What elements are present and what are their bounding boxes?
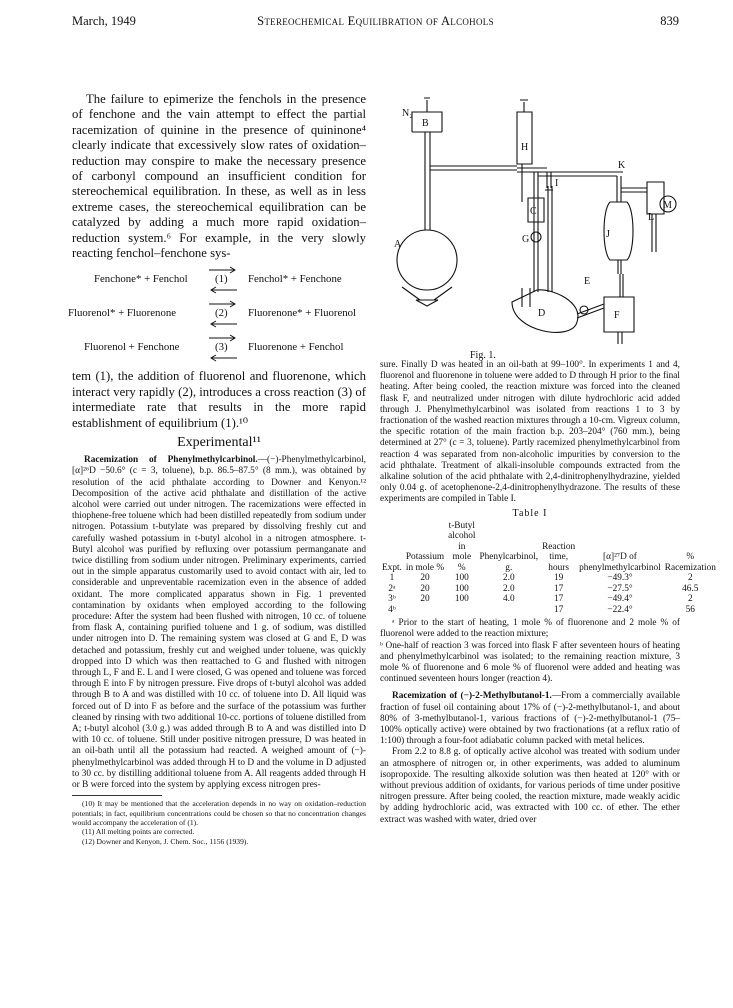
equilibrium-arrows-icon <box>205 297 241 329</box>
label-l: L <box>648 212 655 223</box>
table-cell: 1 <box>389 573 395 584</box>
right-column <box>380 360 716 826</box>
table-cell: 20 <box>420 594 430 605</box>
figure-caption: Fig. 1. <box>470 350 496 361</box>
table-note-b: ᵇ One-half of reaction 3 was forced into flask F after seventeen hours of heating and phenylmethylcarbinol was isolated; to the remaining reaction mixture, 3 mole % of fluorenone and 6 mole % of fluorenol were added and heating was continued seventeen hours longer (reaction 4). <box>380 640 680 685</box>
table-cell: 56 <box>685 604 695 615</box>
methylbutanol-paragraph <box>380 691 680 747</box>
label-a: A <box>394 239 402 250</box>
label-b: B <box>422 118 429 129</box>
table-caption: Table I <box>512 507 548 519</box>
col-header: Potassium in mole % <box>405 552 445 573</box>
table-cell <box>446 605 477 616</box>
table-cell: 3ᵇ <box>388 594 396 605</box>
table-cell: −27.5° <box>607 583 633 594</box>
subheading-methylbutanol: Racemization of (−)-2-Methylbutanol-1. <box>392 691 552 702</box>
table-cell <box>477 605 540 616</box>
col-header: t-Butyl alcohol in mole % <box>448 520 476 573</box>
results-table <box>380 521 718 616</box>
table-cell: −49.4° <box>607 594 633 605</box>
label-n2: N₂ <box>402 108 413 119</box>
apparatus-drawing <box>372 92 680 352</box>
table-cell: 46.5 <box>682 583 699 594</box>
table-row <box>380 573 718 584</box>
table-cell: 2.0 <box>502 583 515 594</box>
table-cell <box>404 605 446 616</box>
table-cell: 4.0 <box>502 594 515 605</box>
footnote-11: (11) All melting points are corrected. <box>82 827 195 837</box>
equilibrium-arrows-icon <box>205 331 241 363</box>
left-column <box>68 92 366 846</box>
table-cell: 19 <box>553 573 564 584</box>
eq3-right: Fluorenone + Fenchol <box>248 341 344 354</box>
label-e: E <box>584 276 591 287</box>
table-cell: 2.0 <box>502 573 515 584</box>
label-j: J <box>606 229 610 240</box>
footnote-10: (10) It may be mentioned that the acceleration depends in no way on oxidation–reduction potentials; in fact, equilibrium concentrations could be chosen so that no concentration changes would accompany the acceleration of (1). <box>72 799 366 827</box>
page-number: 839 <box>660 14 679 28</box>
col-header: Expt. <box>382 562 402 573</box>
table-row <box>380 594 718 605</box>
col-header: Phenylcarbinol, g. <box>479 552 539 573</box>
table-cell: 2 <box>687 573 693 584</box>
eq2-right: Fluorenone* + Fluorenol <box>248 307 357 320</box>
racemization-text: —(−)-Phenylmethylcarbinol, [α]²⁶D −50.6° (c = 3, toluene), b.p. 86.5–87.5° (8 mm.), was obtained by resolution of the acid phthalate according to Downer and Kenyon.¹² Decomposition of the active acid phthalate and distillation of the active alcohol were carried out under nitrogen. The racemizations were effected in thiophene-free toluene which had been distilled repeatedly from sodium under nitrogen. Potassium t-butylate was prepared by dissolving freshly cut and carefully washed potassium in t-butyl alcohol in a nitrogen atmosphere. t-Butyl alcohol was purified by refluxing over potassium permanganate and twice distilling from sodium under nitrogen. Preliminary experiments, carried out in the simple apparatus customarily used to avoid contact with air, led to considerable and unpreventable racemization even in the absence of added oxidant. The more complicated apparatus shown in Fig. 1 prevented contamination by oxidants when employed according to the following procedure: After the system had been flushed with nitrogen, 10 cc. of toluene from flask A, containing purified toluene and 1 g. of sodium, was distilled under nitrogen into D. The remaining system was closed at G and E, D was detached and potassium, freshly cut and weighed under toluene, was quickly dropped into D which was then reattached to G and flushed with nitrogen through L, F and E. L and I were closed, G was opened and toluene was forced through E into F by nitrogen pressure. Five drops of t-butyl alcohol was added through B to A and was distilled with 10 cc. of toluene into D. All liquid was forced out of D into F as before and the surface of the potassium was further cleaned by rinsing with two additional 10-cc. portions of toluene distilled from A; t-butyl alcohol (3.0 g.) was added through B to A and was distilled into D with 10 cc. of toluene. Still under positive nitrogen pressure, D was heated in an oil-bath until all the potassium had reacted. A weighed amount of (−)-phenylmethylcarbinol was added through H to D and the volume in D adjusted to 30 cc. by distilling additional toluene from A. All reagents added through H or B were forced into the system by applying excess nitrogen pres- <box>72 455 366 790</box>
table-row <box>380 584 718 595</box>
eq3-left: Fluorenol + Fenchone <box>84 341 180 354</box>
label-c: C <box>530 206 537 217</box>
label-h: H <box>521 142 529 153</box>
subheading-phenylmethylcarbinol: Racemization of Phenylmethylcarbinol. <box>84 455 258 466</box>
after-equations-paragraph: tem (1), the addition of fluorenol and fluorenone, which interact very rapidly (2), introduces a cross reaction (3) of intermediate rate that results in the more rapid establishment of equilibrium (1).¹⁰ <box>72 369 366 430</box>
equation-3 <box>72 329 366 363</box>
eq1-right: Fenchol* + Fenchone <box>248 273 342 286</box>
right-paragraph-1: sure. Finally D was heated in an oil-bath at 99–100°. In experiments 1 and 4, fluorenol and fluorenone in toluene were added to D through H prior to the final heating. After being cooled, the reaction mixture was forced into the cleaned flask F, and neutralized under nitrogen with dilute hydrochloric acid added through J. Phenylmethylcarbinol was isolated from reactions 1 to 3 by fractionation of the washed reaction mixtures through a 10-cm. Vigreux column, the specific rotation of the main fraction b.p. 203–204° (760 mm.), being determined at 27° (c = 3, toluene). Partly racemized phenylmethylcarbinol from reaction 4 was separated from non-alcoholic impurities by conversion to the acid phthalate. Treatment of alkali-insoluble compounds extracted from the alkaline solution of the acid phthalate with 2,4-dinitrophenylhydrazine, yielded only 0.04 g. of acetophenone-2,4-dinitrophenylhydrazone. The results of these experiments are compiled in Table I. <box>380 360 680 505</box>
table-row <box>380 605 718 616</box>
table-cell: 100 <box>454 594 469 605</box>
label-g: G <box>522 234 530 245</box>
col-header: Reaction time, hours <box>542 541 576 573</box>
racemization-paragraph <box>72 455 366 791</box>
col-header: [α]²⁷D of phenylmethylcarbinol <box>579 552 661 573</box>
label-d: D <box>538 308 546 319</box>
footnote-rule <box>72 795 162 796</box>
header-date: March, 1949 <box>72 14 136 28</box>
eq1-number: (1) <box>215 273 228 286</box>
eq2-left: Fluorenol* + Fluorenone <box>68 307 177 320</box>
table-cell: 17 <box>553 583 564 594</box>
intro-paragraph: The failure to epimerize the fenchols in the presence of fenchone and the vain attempt to effect the partial racemization of quinine in the presence of quininone⁴ clearly indicate that excessively slow rates of oxidation–reduction may conspire to make the necessary presence of carbonyl compound an insufficient condition for stereochemical equilibration. In these, as well as in less extreme cases, the stereochemical equilibration can be catalyzed by adding a much more rapid oxidation–reduction system.⁶ For example, in the very slowly reacting fenchol–fenchone sys- <box>72 92 366 261</box>
table-cell: 2ᵃ <box>388 583 396 594</box>
eq3-number: (3) <box>215 341 228 354</box>
table-cell: −22.4° <box>607 604 633 615</box>
methylbutanol-text: —From a commercially available fraction of fusel oil containing about 17% of (−)-2-methylbutanol-1, and about 80% of 3-methylbutanol-1, various fractions of (−)-2-methylbutanol-1 (75–100% optically active) were obtained by two fractionations (at a reflux ratio of 1:100) through a four-foot adiabatic column packed with metal helices. <box>380 691 680 747</box>
table-cell: 100 <box>454 573 469 584</box>
table-cell: 4ᵇ <box>388 604 396 615</box>
eq1-left: Fenchone* + Fenchol <box>94 273 188 286</box>
label-i: I <box>555 178 559 189</box>
table-cell: 2 <box>687 594 693 605</box>
running-header <box>72 14 679 32</box>
table-cell: 20 <box>420 573 430 584</box>
label-f: F <box>614 310 620 321</box>
header-title: Stereochemical Equilibration of Alcohols <box>257 14 494 28</box>
table-header-row <box>380 521 718 574</box>
table-cell: 17 <box>553 604 564 615</box>
table-cell: −49.3° <box>607 573 633 584</box>
label-m: M <box>663 200 672 211</box>
equilibrium-arrows-icon <box>205 263 241 295</box>
right-paragraph-3: From 2.2 to 8.8 g. of optically active alcohol was treated with sodium under an atmosphere of nitrogen or, in other experiments, was added to aluminum isopropoxide. The resulting alkoxide solution was then heated at 120° with or without previous addition of oxidants, for various periods of time under positive nitrogen pressure. After being cooled, the reaction mixture, made weakly acidic by adding hydrochloric acid, was extracted with 100 cc. of ether. The ether extract was washed with water, dried over <box>380 747 680 825</box>
table-cell: 20 <box>420 583 430 594</box>
equation-1 <box>72 261 366 295</box>
equation-2 <box>68 295 366 329</box>
col-header: % Racemization <box>664 552 716 573</box>
table-cell: 17 <box>553 594 564 605</box>
apparatus-figure <box>372 92 680 362</box>
table-note-a: ᵃ Prior to the start of heating, 1 mole % of fluorenone and 2 mole % of fluorenol were added to the reaction mixture; <box>380 618 680 640</box>
eq2-number: (2) <box>215 307 228 320</box>
label-k: K <box>618 160 626 171</box>
footnote-12: (12) Downer and Kenyon, J. Chem. Soc., 1156 (1939). <box>82 836 249 846</box>
table-cell: 100 <box>454 583 469 594</box>
section-heading-experimental: Experimental¹¹ <box>177 435 261 451</box>
